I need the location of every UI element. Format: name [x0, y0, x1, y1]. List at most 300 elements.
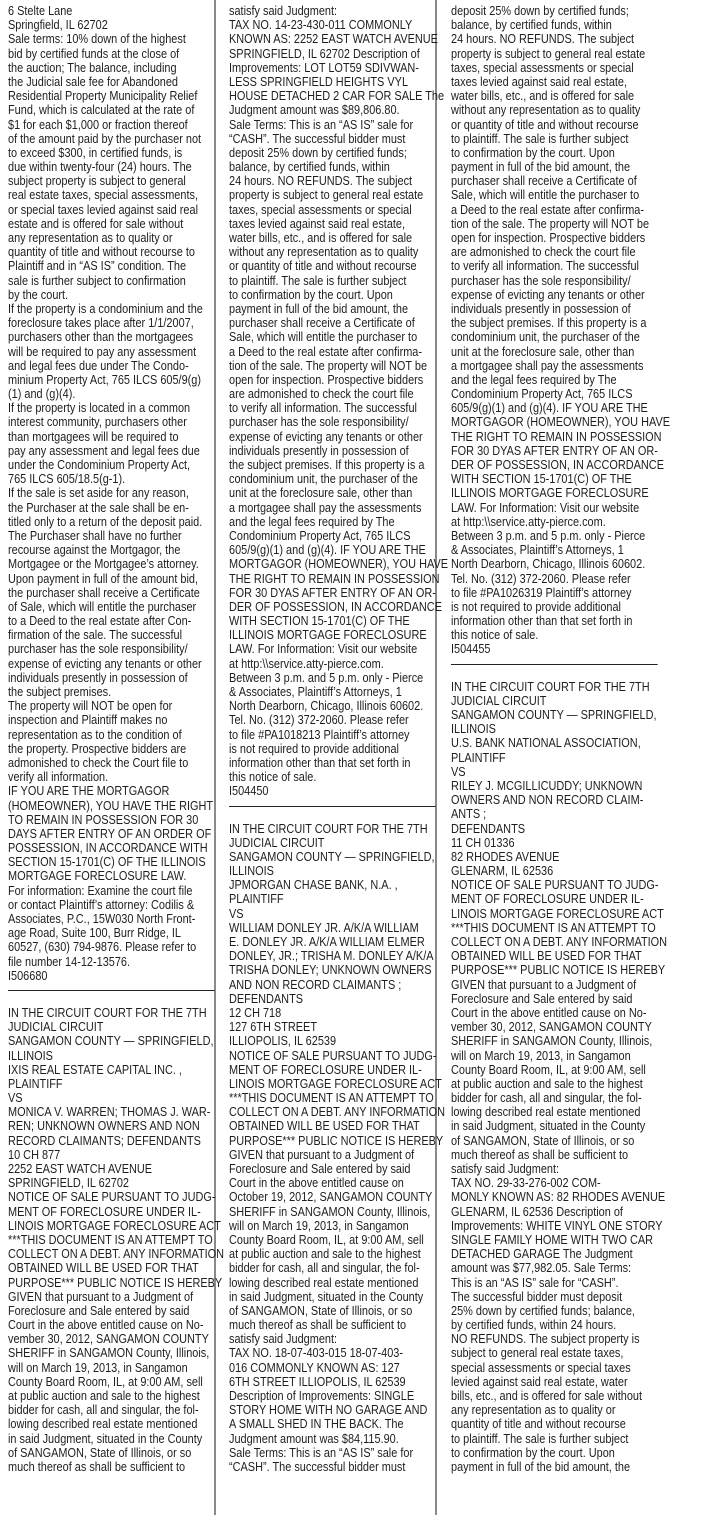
notice-text-line: Tel. No. (312) 372-2060. Please refer — [229, 712, 409, 728]
notice-text-line: WILLIAM DONLEY JR. A/K/A WILLIAM — [229, 919, 419, 935]
text-column-3 — [451, 4, 701, 1474]
notice-text-line: PURPOSE*** PUBLIC NOTICE IS HEREBY — [8, 1274, 223, 1290]
notice-text-line: is not required to provide additional — [229, 740, 399, 756]
notice-text-line: file number 14-12-13576. — [8, 953, 131, 969]
notice-text-line: quantity of title and without recourse to — [8, 244, 195, 260]
text-column-1 — [8, 4, 258, 1474]
notice-text-line: U.S. BANK NATIONAL ASSOCIATION, — [451, 735, 641, 751]
notice-text-line: much thereof as shall be sufficient to — [451, 1146, 629, 1162]
notice-text-line: water bills, etc., and is offered for sale — [229, 230, 413, 245]
notice-text-line: TAX NO. 14-23-430-011 COMMONLY — [229, 17, 413, 33]
notice-separator — [451, 664, 658, 665]
notice-text-line: 25% down by certified funds; balance, — [451, 1302, 635, 1318]
notice-text-line: IF YOU ARE THE MORTGAGOR — [8, 783, 170, 799]
notice-text-line: by the court. — [8, 286, 69, 302]
notice-text-line: Court in the above entitled cause on No- — [451, 1004, 647, 1020]
notice-text-line: a mortgagee shall pay the assessments — [451, 357, 644, 373]
notice-text-line: Foreclosure and Sale entered by said — [8, 1302, 190, 1318]
notice-text-line: SPRINGFIELD, IL 62702 — [8, 1175, 129, 1191]
notice-text-line: open for inspection. Prospective bidders — [451, 230, 646, 245]
notice-text-line: foreclosure takes place after 1/1/2007, — [8, 315, 194, 331]
notice-text-line: LINOIS MORTGAGE FORECLOSURE ACT — [451, 905, 664, 921]
notice-text-line: the Judicial sale fee for Abandoned — [8, 73, 178, 89]
notice-text-line: NOTICE OF SALE PURSUANT TO JUDG- — [229, 1047, 437, 1063]
notice-text-line: ILLINOIS — [451, 721, 496, 737]
notice-text-line: a Deed to the real estate after confirma- — [229, 343, 423, 359]
notice-text-line: Improvements: LOT LOT59 SDIVWAN- — [229, 59, 419, 75]
notice-text-line: payment in full of the bid amount, the — [451, 1458, 631, 1474]
notice-text-line: at public auction and sale to the highest — [229, 1246, 421, 1262]
notice-text-line: NOTICE OF SALE PURSUANT TO JUDG- — [8, 1189, 216, 1205]
notice-text-line: minium Property Act, 765 ILCS 605/9(g) — [8, 371, 202, 387]
notice-text-line: County Board Room, IL, at 9:00 AM, sell — [451, 1061, 646, 1077]
notice-text-line: the subject premises. If this property is a — [451, 315, 647, 331]
notice-text-line: age Road, Suite 100, Burr Ridge, IL — [8, 925, 182, 941]
notice-text-line: of SANGAMON, State of Illinois, or so — [8, 1444, 192, 1460]
notice-text-line: a mortgagee shall pay the assessments — [229, 499, 422, 515]
notice-text-line: I504450 — [229, 783, 269, 799]
notice-text-line: vember 30, 2012, SANGAMON COUNTY — [451, 1019, 652, 1035]
notice-text-line: deposit 25% down by certified funds; — [229, 144, 407, 160]
text-column-2 — [229, 4, 479, 1474]
notice-text-line: GIVEN that pursuant to a Judgment of — [229, 1146, 415, 1162]
notice-text-line: or contact Plaintiff’s attorney: Codilis & — [8, 896, 195, 912]
notice-text-line: ILLINOIS MORTGAGE FORECLOSURE — [451, 485, 649, 501]
notice-text-line: LESS SPRINGFIELD HEIGHTS VYL — [229, 73, 409, 89]
notice-text-line: tion of the sale. The property will NOT be — [451, 215, 650, 231]
notice-text-line: North Dearborn, Chicago, Illinois 60602. — [451, 556, 646, 572]
notice-text-line: Upon payment in full of the amount bid, — [8, 570, 199, 586]
notice-text-line: NOTICE OF SALE PURSUANT TO JUDG- — [451, 877, 659, 893]
notice-text-line: taxes, special assessments or special — [451, 59, 634, 75]
notice-text-line: The Purchaser shall have no further — [8, 527, 182, 543]
notice-text-line: in said Judgment, situated in the County — [8, 1430, 203, 1446]
notice-text-line: is not required to provide additional — [451, 598, 621, 614]
notice-text-line: condominium unit, the purchaser of the — [451, 329, 640, 345]
notice-text-line: to confirmation by the court. Upon — [451, 1444, 615, 1460]
notice-text-line: to verify all information. The successful — [451, 258, 639, 274]
notice-text-line: RECORD CLAIMANTS; DEFENDANTS — [8, 1132, 201, 1148]
notice-text-line: 10 CH 877 — [8, 1146, 61, 1162]
notice-text-line: MONLY KNOWN AS: 82 RHODES AVENUE — [451, 1189, 666, 1205]
notice-text-line: Condominium Property Act, 765 ILCS — [229, 527, 411, 543]
notice-text-line: condominium unit, the purchaser of the — [229, 471, 418, 487]
notice-text-line: Improvements: WHITE VINYL ONE STORY — [451, 1217, 663, 1233]
notice-text-line: representation as to the condition of — [8, 726, 182, 742]
notice-text-line: unit at the foreclosure sale, other than — [451, 343, 635, 359]
notice-text-line: in said Judgment, situated in the County — [451, 1118, 646, 1134]
notice-text-line: THE RIGHT TO REMAIN IN POSSESSION — [451, 428, 662, 444]
notice-text-line: This is an “AS IS” sale for “CASH”. — [451, 1274, 619, 1290]
notice-text-line: COLLECT ON A DEBT. ANY INFORMATION — [229, 1104, 446, 1120]
notice-text-line: SHERIFF in SANGAMON County, Illinois, — [229, 1203, 431, 1219]
notice-text-line: deposit 25% down by certified funds; — [451, 3, 629, 18]
notice-text-line: taxes levied against said real estate, — [451, 73, 628, 89]
notice-text-line: I506680 — [8, 967, 48, 983]
notice-text-line: are admonished to check the court file — [451, 244, 636, 260]
notice-text-line: Sale, which will entitle the purchaser to — [451, 187, 640, 203]
notice-text-line: of SANGAMON, State of Illinois, or so — [451, 1132, 635, 1148]
notice-text-line: Foreclosure and Sale entered by said — [229, 1161, 411, 1176]
notice-text-line: Mortgagee or the Mortgagee’s attorney. — [8, 556, 199, 572]
notice-text-line: Tel. No. (312) 372-2060. Please refer — [451, 570, 631, 586]
notice-text-line: to file #PA1018213 Plaintiff’s attorney — [229, 726, 410, 742]
notice-text-line: MONICA V. WARREN; THOMAS J. WAR- — [8, 1104, 211, 1120]
notice-text-line: expense of evicting any tenants or other — [451, 286, 645, 302]
notice-text-line: ANTS ; — [451, 806, 487, 822]
notice-text-line: SINGLE FAMILY HOME WITH TWO CAR — [451, 1231, 654, 1247]
notice-separator — [229, 806, 436, 807]
notice-text-line: unit at the foreclosure sale, other than — [229, 485, 413, 501]
notice-text-line: the subject premises. — [8, 684, 112, 699]
notice-text-line: Condominium Property Act, 765 ILCS — [451, 386, 633, 402]
notice-text-line: purchaser has the sole responsibility/ — [229, 414, 409, 430]
notice-text-line: property is subject to general real estate — [229, 187, 424, 203]
notice-text-line: MORTGAGOR (HOMEOWNER), YOU HAVE — [451, 414, 671, 430]
notice-text-line: MENT OF FORECLOSURE UNDER IL- — [8, 1203, 201, 1219]
notice-text-line: JPMORGAN CHASE BANK, N.A. , — [229, 877, 398, 893]
notice-text-line: the subject premises. If this property is a — [229, 457, 425, 472]
notice-text-line: or quantity of title and without recourse — [229, 258, 417, 274]
notice-text-line: expense of evicting any tenants or other — [229, 428, 423, 444]
notice-text-line: TO REMAIN IN POSSESSION FOR 30 — [8, 811, 199, 827]
notice-text-line: ILLINOIS MORTGAGE FORECLOSURE — [229, 627, 427, 643]
notice-text-line: expense of evicting any tenants or other — [8, 655, 202, 671]
notice-text-line: JUDICIAL CIRCUIT — [229, 834, 325, 850]
notice-text-line: “CASH”. The successful bidder must — [229, 130, 406, 146]
notice-text-line: $1 for each $1,000 or fraction thereof — [8, 116, 188, 132]
notice-text-line: October 19, 2012, SANGAMON COUNTY — [229, 1189, 433, 1205]
notice-text-line: GLENARM, IL 62536 — [451, 863, 554, 879]
notice-text-line: bidder for cash, all and singular, the fol- — [451, 1090, 642, 1106]
notice-text-line: ILLINOIS — [229, 863, 274, 879]
notice-text-line: 605/9(g)(1) and (g)(4). IF YOU ARE THE — [451, 400, 648, 416]
notice-text-line: 6TH STREET ILLIOPOLIS, IL 62539 — [229, 1373, 406, 1389]
notice-text-line: any representation as to quality or — [451, 1402, 616, 1418]
notice-text-line: to a Deed to the real estate after Con- — [8, 613, 192, 629]
notice-text-line: OBTAINED WILL BE USED FOR THAT — [229, 1118, 420, 1134]
notice-text-line: will on March 19, 2013, in Sangamon — [229, 1217, 409, 1233]
notice-text-line: MENT OF FORECLOSURE UNDER IL- — [229, 1061, 422, 1077]
notice-text-line: the property. Prospective bidders are — [8, 740, 187, 756]
notice-text-line: DER OF POSSESSION, IN ACCORDANCE — [451, 457, 664, 472]
notice-text-line: bidder for cash, all and singular, the fol- — [229, 1260, 420, 1276]
notice-text-line: TAX NO. 29-33-276-002 COM- — [451, 1175, 601, 1191]
notice-text-line: 82 RHODES AVENUE — [451, 848, 560, 864]
notice-text-line: individuals presently in possession of — [229, 442, 409, 458]
notice-text-line: Judgment amount was $84,115.90. — [229, 1430, 399, 1446]
notice-text-line: North Dearborn, Chicago, Illinois 60602. — [229, 698, 424, 714]
notice-text-line: 2252 EAST WATCH AVENUE — [8, 1161, 153, 1176]
notice-text-line: WITH SECTION 15-1701(C) OF THE — [229, 613, 410, 629]
legal-notice — [451, 678, 668, 1475]
notice-text-line: Associates, P.C., 15W030 North Front- — [8, 911, 196, 926]
notice-text-line: DER OF POSSESSION, IN ACCORDANCE — [229, 598, 442, 614]
notice-text-line: to plaintiff. The sale is further subject — [451, 130, 629, 146]
notice-text-line: ***THIS DOCUMENT IS AN ATTEMPT TO — [451, 919, 656, 935]
legal-notice — [229, 820, 446, 1475]
notice-text-line: KNOWN AS: 2252 EAST WATCH AVENUE — [229, 31, 438, 47]
notice-text-line: under the Condominium Property Act, — [8, 457, 191, 472]
notice-text-line: ILLIOPOLIS, IL 62539 — [229, 1033, 337, 1049]
notice-text-line: MORTGAGOR (HOMEOWNER), YOU HAVE — [229, 556, 449, 572]
notice-text-line: than mortgagees will be required to — [8, 428, 179, 444]
notice-text-line: bidder for cash, all and singular, the fol- — [8, 1402, 199, 1418]
notice-text-line: open for inspection. Prospective bidders — [229, 371, 424, 387]
notice-text-line: information other than that set forth in — [229, 754, 411, 770]
legal-notice — [8, 4, 218, 983]
notice-text-line: 12 CH 718 — [229, 1004, 282, 1020]
notice-text-line: purchaser has the sole responsibility/ — [8, 641, 188, 657]
notice-text-line: of SANGAMON, State of Illinois, or so — [229, 1302, 413, 1318]
notice-text-line: Sale Terms: This is an “AS IS” sale for — [229, 1444, 414, 1460]
notice-text-line: the Purchaser at the sale shall be en- — [8, 499, 189, 515]
notice-text-line: SHERIFF in SANGAMON County, Illinois, — [451, 1033, 653, 1049]
notice-text-line: E. DONLEY JR. A/K/A WILLIAM ELMER — [229, 934, 425, 949]
notice-text-line: water bills, etc., and is offered for sale — [451, 88, 635, 104]
notice-text-line: ILLINOIS — [8, 1047, 53, 1063]
notice-text-line: vember 30, 2012, SANGAMON COUNTY — [8, 1331, 209, 1347]
notice-text-line: payment in full of the bid amount, the — [229, 300, 409, 316]
notice-text-line: will on March 19, 2013, in Sangamon — [451, 1047, 631, 1063]
notice-text-line: of the amount paid by the purchaser not — [8, 130, 202, 146]
notice-text-line: without any representation as to quality — [451, 102, 641, 118]
notice-text-line: lowing described real estate mentioned — [229, 1274, 419, 1290]
notice-text-line: without any representation as to quality — [229, 244, 419, 260]
notice-text-line: purchaser shall receive a Certificate of — [229, 315, 415, 331]
notice-text-line: real estate taxes, special assessments, — [8, 187, 198, 203]
notice-text-line: (1) and (g)(4). — [8, 386, 76, 402]
notice-text-line: at public auction and sale to the highest — [8, 1388, 200, 1403]
notice-text-line: Court in the above entitled cause on No- — [8, 1317, 204, 1333]
notice-text-line: POSSESSION, IN ACCORDANCE WITH — [8, 840, 208, 856]
notice-text-line: at public auction and sale to the highest — [451, 1075, 643, 1091]
notice-text-line: to plaintiff. The sale is further subject — [451, 1430, 629, 1446]
notice-text-line: ***THIS DOCUMENT IS AN ATTEMPT TO — [229, 1090, 434, 1106]
notice-text-line: Fund, which is calculated at the rate of — [8, 102, 195, 118]
notice-text-line: IN THE CIRCUIT COURT FOR THE 7TH — [8, 1004, 207, 1020]
notice-text-line: TAX NO. 18-07-403-015 18-07-403- — [229, 1345, 404, 1361]
notice-text-line: this notice of sale. — [451, 627, 539, 643]
notice-text-line: DETACHED GARAGE The Judgment — [451, 1246, 633, 1262]
notice-text-line: OWNERS AND NON RECORD CLAIM- — [451, 792, 644, 808]
notice-text-line: If the property is a condominium and the — [8, 300, 203, 316]
notice-text-line: Court in the above entitled cause on — [229, 1175, 404, 1191]
notice-text-line: COLLECT ON A DEBT. ANY INFORMATION — [451, 934, 668, 949]
notice-text-line: at http:\\service.atty-pierce.com. — [451, 513, 606, 529]
notice-text-line: VS — [229, 905, 244, 921]
notice-text-line: MENT OF FORECLOSURE UNDER IL- — [451, 891, 644, 907]
notice-text-line: LINOIS MORTGAGE FORECLOSURE ACT — [8, 1217, 221, 1233]
notice-text-line: property is subject to general real estate — [451, 45, 646, 61]
notice-text-line: payment in full of the bid amount, the — [451, 159, 631, 175]
notice-text-line: PLAINTIFF — [451, 749, 506, 765]
notice-text-line: Description of Improvements: SINGLE — [229, 1388, 415, 1403]
notice-text-line: purchaser shall receive a Certificate of — [451, 173, 637, 189]
notice-text-line: will be required to pay any assessment — [8, 343, 197, 359]
notice-text-line: much thereof as shall be sufficient to — [8, 1458, 186, 1474]
notice-text-line: RILEY J. MCGILLICUDDY; UNKNOWN — [451, 777, 643, 793]
notice-text-line: HOUSE DETACHED 2 CAR FOR SALE The — [229, 88, 445, 104]
notice-text-line: VS — [451, 763, 466, 779]
notice-text-line: the purchaser shall receive a Certificate — [8, 584, 200, 600]
notice-text-line: (HOMEOWNER), YOU HAVE THE RIGHT — [8, 797, 214, 813]
notice-text-line: and the legal fees required by The — [229, 513, 395, 529]
notice-text-line: Between 3 p.m. and 5 p.m. only - Pierce — [451, 527, 646, 543]
notice-text-line: IN THE CIRCUIT COURT FOR THE 7TH — [451, 678, 650, 694]
notice-text-line: amount was $77,982.05. Sale Terms: — [451, 1260, 632, 1276]
notice-text-line: individuals presently in possession of — [451, 300, 631, 316]
notice-text-line: JUDICIAL CIRCUIT — [451, 692, 547, 708]
notice-text-line: to plaintiff. The sale is further subject — [229, 272, 407, 288]
notice-text-line: If the sale is set aside for any reason, — [8, 485, 189, 501]
notice-text-line: IN THE CIRCUIT COURT FOR THE 7TH — [229, 820, 428, 836]
notice-text-line: this notice of sale. — [229, 769, 317, 785]
notice-text-line: to exceed $300, in certified funds, is — [8, 144, 183, 160]
notice-text-line: & Associates, Plaintiff’s Attorneys, 1 — [229, 684, 402, 699]
notice-text-line: Sale Terms: This is an “AS IS” sale for — [229, 116, 414, 132]
notice-text-line: GLENARM, IL 62536 Description of — [451, 1203, 623, 1219]
notice-text-line: titled only to a return of the deposit paid. — [8, 513, 203, 529]
notice-text-line: PLAINTIFF — [229, 891, 284, 907]
notice-text-line: satisfy said Judgment: — [229, 1331, 338, 1347]
notice-text-line: SANGAMON COUNTY — SPRINGFIELD, — [229, 848, 435, 864]
notice-text-line: PURPOSE*** PUBLIC NOTICE IS HEREBY — [229, 1132, 444, 1148]
notice-text-line: to verify all information. The successful — [229, 400, 417, 416]
notice-text-line: sale is further subject to confirmation — [8, 272, 186, 288]
notice-text-line: DEFENDANTS — [229, 990, 304, 1006]
notice-text-line: JUDICIAL CIRCUIT — [8, 1019, 104, 1035]
notice-text-line: of Sale, which will entitle the purchaser — [8, 598, 197, 614]
notice-text-line: estate and is offered for sale without — [8, 215, 184, 231]
notice-text-line: 24 hours. NO REFUNDS. The subject — [451, 31, 635, 47]
notice-text-line: recourse against the Mortgagor, the — [8, 542, 181, 558]
notice-text-line: PLAINTIFF — [8, 1075, 63, 1091]
notice-text-line: SANGAMON COUNTY — SPRINGFIELD, — [451, 707, 657, 722]
notice-text-line: The property will NOT be open for — [8, 698, 173, 714]
notice-text-line: SECTION 15-1701(C) OF THE ILLINOIS — [8, 854, 206, 870]
notice-text-line: to confirmation by the court. Upon — [451, 144, 615, 160]
notice-text-line: STORY HOME WITH NO GARAGE AND — [229, 1402, 428, 1418]
notice-text-line: OBTAINED WILL BE USED FOR THAT — [451, 948, 642, 964]
notice-text-line: 11 CH 01336 — [451, 834, 515, 850]
notice-text-line: GIVEN that pursuant to a Judgment of — [8, 1288, 194, 1304]
notice-text-line: levied against said real estate, water — [451, 1373, 628, 1389]
notice-text-line: VS — [8, 1090, 23, 1106]
notice-text-line: taxes, special assessments or special — [229, 201, 412, 217]
notice-text-line: LAW. For Information: Visit our website — [229, 641, 418, 657]
notice-text-line: If the property is located in a common — [8, 400, 191, 416]
notice-text-line: SPRINGFIELD, IL 62702 Description of — [229, 45, 420, 61]
notice-text-line: County Board Room, IL, at 9:00 AM, sell — [8, 1373, 203, 1389]
notice-text-line: pay any assessment and legal fees due — [8, 442, 200, 458]
notice-text-line: purchaser has the sole responsibility/ — [451, 272, 631, 288]
notice-text-line: 60527, (630) 794-9876. Please refer to — [8, 939, 197, 955]
notice-text-line: tion of the sale. The property will NOT be — [229, 357, 428, 373]
notice-text-line: 127 6TH STREET — [229, 1019, 318, 1035]
notice-text-line: GIVEN that pursuant to a Judgment of — [451, 976, 637, 992]
notice-text-line: individuals presently in possession of — [8, 669, 188, 685]
notice-text-line: purchasers other than the mortgagees — [8, 329, 194, 345]
notice-text-line: I504455 — [451, 641, 491, 657]
notice-text-line: lowing described real estate mentioned — [8, 1416, 198, 1432]
notice-text-line: are admonished to check the court file — [229, 386, 414, 402]
notice-text-line: NO REFUNDS. The subject property is — [451, 1331, 640, 1347]
notice-text-line: interest community, purchasers other — [8, 414, 187, 430]
notice-text-line: 24 hours. NO REFUNDS. The subject — [229, 173, 413, 189]
notice-text-line: DONLEY, JR.; TRISHA M. DONLEY A/K/A — [229, 948, 434, 964]
legal-notice — [8, 1004, 225, 1474]
notice-text-line: 6 Stelte Lane — [8, 3, 73, 18]
notice-text-line: admonished to check the Court file to — [8, 754, 189, 770]
notice-text-line: due within twenty-four (24) hours. The — [8, 159, 192, 175]
notice-text-line: Between 3 p.m. and 5 p.m. only - Pierce — [229, 669, 424, 685]
legal-notice — [451, 3, 671, 657]
notice-text-line: Foreclosure and Sale entered by said — [451, 990, 633, 1006]
notice-text-line: the auction; The balance, including — [8, 59, 177, 75]
notice-text-line: DEFENDANTS — [451, 820, 526, 836]
legal-notice — [229, 3, 449, 799]
notice-text-line: SHERIFF in SANGAMON County, Illinois, — [8, 1345, 210, 1361]
notice-text-line: COLLECT ON A DEBT. ANY INFORMATION — [8, 1246, 225, 1262]
notice-text-line: AND NON RECORD CLAIMANTS ; — [229, 976, 402, 992]
notice-text-line: 605/9(g)(1) and (g)(4). IF YOU ARE THE — [229, 542, 426, 558]
notice-text-line: 016 COMMONLY KNOWN AS: 127 — [229, 1359, 400, 1375]
notice-text-line: TRISHA DONLEY; UNKNOWN OWNERS — [229, 962, 432, 978]
notice-text-line: balance, by certified funds, within — [229, 159, 390, 175]
notice-text-line: bills, etc., and is offered for sale without — [451, 1388, 643, 1403]
notice-text-line: to confirmation by the court. Upon — [229, 286, 393, 302]
notice-text-line: taxes levied against said real estate, — [229, 215, 406, 231]
notice-text-line: by certified funds, within 24 hours. — [451, 1317, 617, 1333]
notice-text-line: verify all information. — [8, 769, 109, 785]
notice-text-line: For information: Examine the court file — [8, 882, 193, 898]
notice-text-line: will on March 19, 2013, in Sangamon — [8, 1359, 188, 1375]
notice-text-line: SANGAMON COUNTY — SPRINGFIELD, — [8, 1033, 214, 1049]
notice-separator — [8, 990, 215, 991]
notice-text-line: firmation of the sale. The successful — [8, 627, 182, 643]
notice-text-line: A SMALL SHED IN THE BACK. The — [229, 1416, 404, 1432]
notice-text-line: to file #PA1026319 Plaintiff’s attorney — [451, 584, 632, 600]
notice-text-line: at http:\\service.atty-pierce.com. — [229, 655, 384, 671]
notice-text-line: balance, by certified funds, within — [451, 17, 612, 33]
notice-text-line: MORTGAGE FORECLOSURE LAW. — [8, 868, 187, 884]
notice-text-line: The successful bidder must deposit — [451, 1288, 623, 1304]
notice-text-line: Judgment amount was $89,806.80. — [229, 102, 400, 118]
notice-text-line: lowing described real estate mentioned — [451, 1104, 641, 1120]
notice-text-line: or special taxes levied against said real — [8, 201, 198, 217]
notice-text-line: in said Judgment, situated in the County — [229, 1288, 424, 1304]
notice-text-line: THE RIGHT TO REMAIN IN POSSESSION — [229, 570, 440, 586]
notice-text-line: inspection and Plaintiff makes no — [8, 712, 168, 728]
notice-text-line: County Board Room, IL, at 9:00 AM, sell — [229, 1231, 424, 1247]
notice-text-line: a Deed to the real estate after confirma- — [451, 201, 645, 217]
notice-text-line: subject property is subject to general — [8, 173, 186, 189]
notice-text-line: Residential Property Municipality Relief — [8, 88, 198, 104]
notice-text-line: satisfy said Judgment: — [229, 3, 338, 18]
notice-text-line: REN; UNKNOWN OWNERS AND NON — [8, 1118, 200, 1134]
notice-text-line: Sale, which will entitle the purchaser to — [229, 329, 418, 345]
notice-text-line: LAW. For Information: Visit our website — [451, 499, 640, 515]
notice-text-line: FOR 30 DYAS AFTER ENTRY OF AN OR- — [451, 442, 658, 458]
notice-text-line: Plaintiff and in “AS IS” condition. The — [8, 258, 187, 274]
notice-text-line: quantity of title and without recourse — [451, 1416, 626, 1432]
notice-text-line: any representation as to quality or — [8, 230, 173, 245]
notice-text-line: information other than that set forth in — [451, 613, 633, 629]
notice-text-line: FOR 30 DYAS AFTER ENTRY OF AN OR- — [229, 584, 436, 600]
notice-text-line: DAYS AFTER ENTRY OF AN ORDER OF — [8, 825, 212, 841]
notice-text-line: “CASH”. The successful bidder must — [229, 1458, 406, 1474]
